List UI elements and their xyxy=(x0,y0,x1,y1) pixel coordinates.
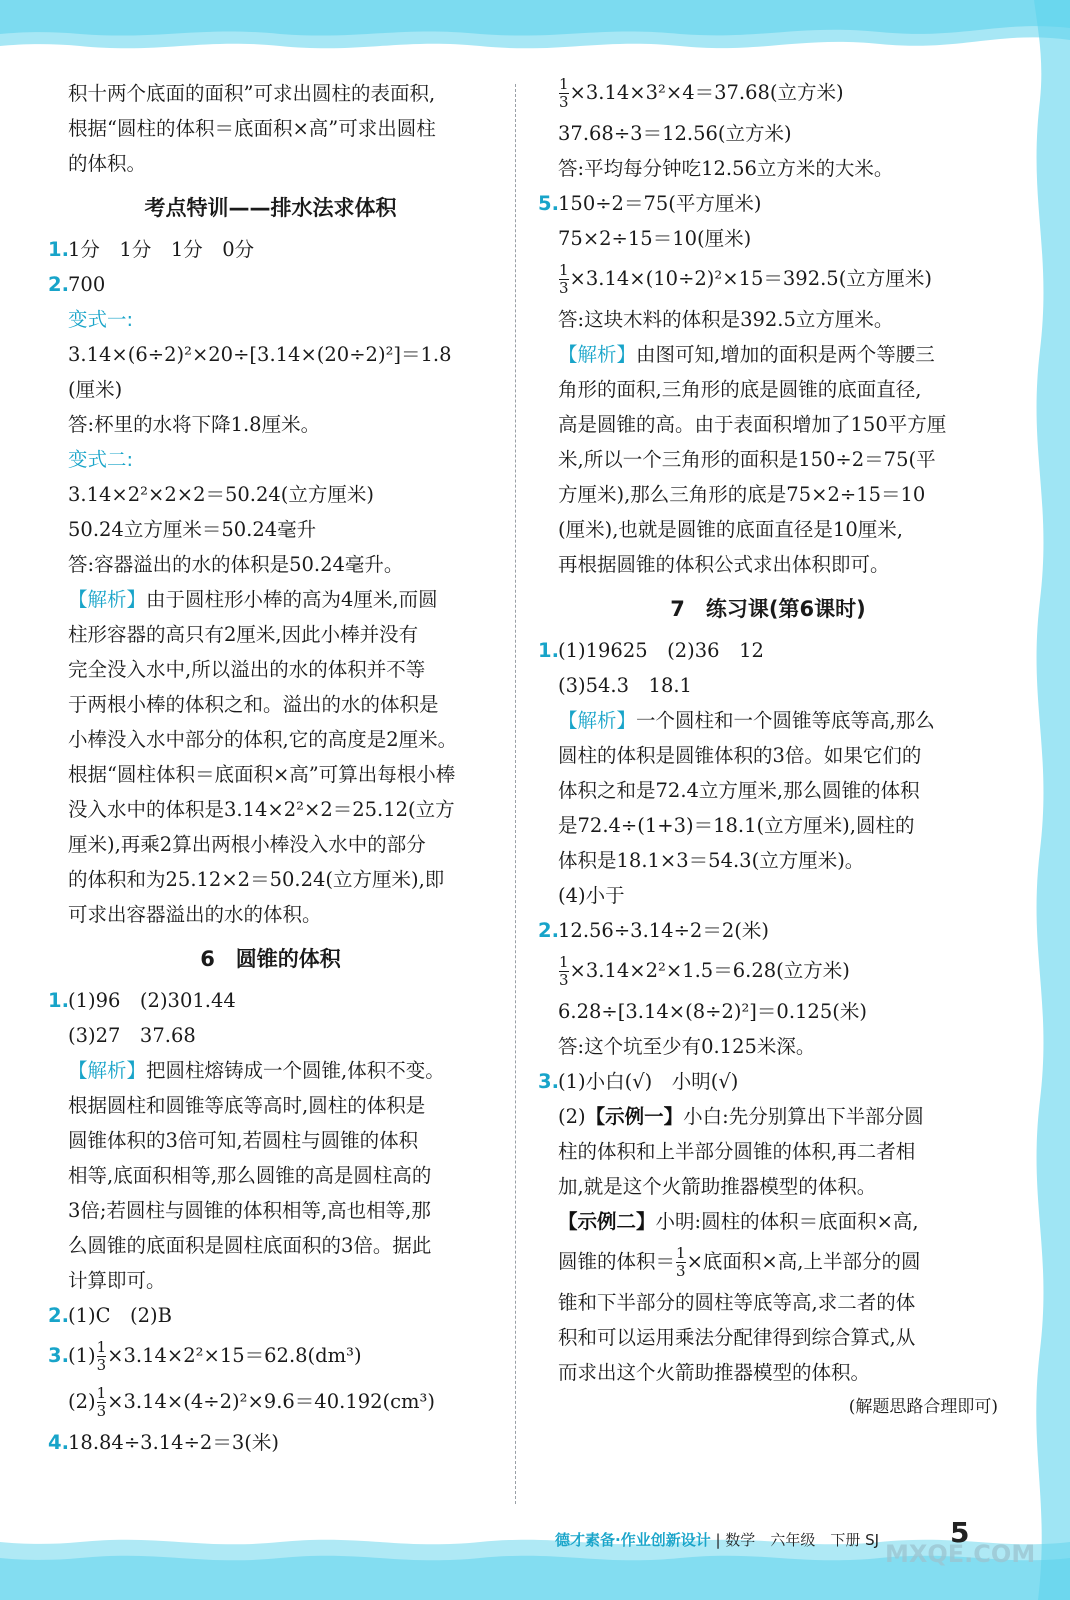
footer-series: 德才素备·作业创新设计 | 数学 六年级 下册 SJ xyxy=(555,1531,880,1549)
analysis-2-body xyxy=(48,1088,493,1298)
text-line: 3倍;若圆柱与圆锥的体积相等,高也相等,那 xyxy=(68,1199,431,1222)
cone-answer-1b: (3)27 37.68 xyxy=(68,1024,196,1047)
text-line: (厘米),也就是圆锥的底面直径是10厘米, xyxy=(558,518,903,541)
variant-1-body xyxy=(48,337,493,442)
example-2-body xyxy=(538,1285,998,1390)
text-line: 3.14×2²×2×2＝50.24(立方厘米) xyxy=(68,483,375,506)
practice-answer-3: 3.(1)小白(√) 小明(√) xyxy=(538,1070,739,1093)
text-line: 50.24立方厘米＝50.24毫升 xyxy=(68,518,317,541)
text-line: 体积是18.1×3＝54.3(立方厘米)。 xyxy=(558,849,865,872)
right-wave-border xyxy=(998,0,1070,1600)
text-line: 的体积和为25.12×2＝50.24(立方厘米),即 xyxy=(68,868,445,891)
column-divider xyxy=(515,84,516,1504)
text-line: 圆柱的体积是圆锥体积的3倍。如果它们的 xyxy=(558,744,922,767)
text-line: 再根据圆锥的体积公式求出体积即可。 xyxy=(558,553,890,576)
left-column xyxy=(48,76,493,1460)
variant-2-label: 变式二: xyxy=(68,448,134,471)
practice-answer-1: 1.(1)19625 (2)36 12 xyxy=(538,639,764,662)
analysis-2-first: 【解析】把圆柱熔铸成一个圆锥,体积不变。 xyxy=(68,1059,445,1082)
fraction-one-third: $\frac{1}{3}$ xyxy=(96,1338,107,1374)
practice-answer-2-body xyxy=(538,994,998,1064)
text-line: 答:平均每分钟吃12.56立方米的大米。 xyxy=(558,157,894,180)
fraction-one-third: $\frac{1}{3}$ xyxy=(559,953,569,989)
example-2-first: 【示例二】小明:圆柱的体积＝底面积×高, xyxy=(558,1210,919,1233)
watermark: MXQE.COM xyxy=(885,1540,1036,1568)
analysis-1-body xyxy=(48,617,493,932)
analysis-4-body xyxy=(538,738,998,878)
text-line: 积和可以运用乘法分配律得到综合算式,从 xyxy=(558,1326,916,1349)
text-line: 根据圆柱和圆锥等底等高时,圆柱的体积是 xyxy=(68,1094,426,1117)
text-line: 锥和下半部分的圆柱等底等高,求二者的体 xyxy=(558,1291,916,1314)
text-line: 么圆锥的底面积是圆柱底面积的3倍。据此 xyxy=(68,1234,432,1257)
example-1-first: (2)【示例一】小白:先分别算出下半部分圆 xyxy=(558,1105,924,1128)
text-line: 米,所以一个三角形的面积是150÷2＝75(平 xyxy=(558,448,936,471)
practice-answer-2: 2.12.56÷3.14÷2＝2(米) xyxy=(538,919,769,942)
cone-answer-3a: 3.(1) $\frac{1}{3}$ ×3.14×2²×15＝62.8(dm³) xyxy=(48,1338,362,1374)
analysis-1-first: 【解析】由于圆柱形小棒的高为4厘米,而圆 xyxy=(68,588,438,611)
practice-answer-1c: (4)小于 xyxy=(558,884,625,907)
fraction-one-third: $\frac{1}{3}$ xyxy=(96,1384,107,1420)
text-line: 没入水中的体积是3.14×2²×2＝25.12(立方 xyxy=(68,798,455,821)
text-line: 完全没入水中,所以溢出的水的体积并不等 xyxy=(68,658,426,681)
text-line: 的体积。 xyxy=(68,152,147,175)
text-line: 方厘米),那么三角形的底是75×2÷15＝10 xyxy=(558,483,926,506)
answer-2: 2.700 xyxy=(48,273,106,296)
page-number: 5 xyxy=(950,1516,970,1549)
text-line: 而求出这个火箭助推器模型的体积。 xyxy=(558,1361,871,1384)
text-line: 加,就是这个火箭助推器模型的体积。 xyxy=(558,1175,877,1198)
cone-answer-4: 4.18.84÷3.14÷2＝3(米) xyxy=(48,1431,279,1454)
section-title-cone-volume: 6 圆锥的体积 xyxy=(200,947,341,971)
fraction-one-third: $\frac{1}{3}$ xyxy=(559,261,569,297)
text-line: 答:这个坑至少有0.125米深。 xyxy=(558,1035,816,1058)
text-line: 37.68÷3＝12.56(立方米) xyxy=(558,122,792,145)
text-line: 角形的面积,三角形的底是圆锥的底面直径, xyxy=(558,378,922,401)
text-line: 积十两个底面的面积”可求出圆柱的表面积, xyxy=(68,82,436,105)
example-1-body xyxy=(538,1134,998,1204)
section-title-drainage: 考点特训——排水法求体积 xyxy=(144,196,397,220)
top-wave-border xyxy=(0,0,1070,62)
text-line: (厘米) xyxy=(68,378,123,401)
text-line: 是72.4÷(1+3)＝18.1(立方厘米),圆柱的 xyxy=(558,814,915,837)
variant-2-body xyxy=(48,477,493,582)
analysis-4-first: 【解析】一个圆柱和一个圆锥等底等高,那么 xyxy=(558,709,935,732)
right-column xyxy=(538,76,998,1425)
answer-5-formula: $\frac{1}{3}$ ×3.14×(10÷2)²×15＝392.5(立方厘米) xyxy=(559,261,932,297)
text-line: 相等,底面积相等,那么圆锥的高是圆柱高的 xyxy=(68,1164,432,1187)
answer-1: 1.1分 1分 1分 0分 xyxy=(48,238,255,261)
text-line: 根据“圆柱的体积＝底面积×高”可求出圆柱 xyxy=(68,117,436,140)
analysis-3-body xyxy=(538,372,998,582)
r-top-formula: $\frac{1}{3}$ ×3.14×3²×4＝37.68(立方米) xyxy=(559,75,844,111)
text-line: 柱的体积和上半部分圆锥的体积,再二者相 xyxy=(558,1140,916,1163)
section-title-practice: 7 练习课(第6课时) xyxy=(670,597,866,621)
text-line: 体积之和是72.4立方厘米,那么圆锥的体积 xyxy=(558,779,920,802)
analysis-3-first: 【解析】由图可知,增加的面积是两个等腰三 xyxy=(558,343,935,366)
practice-answer-2-formula: $\frac{1}{3}$ ×3.14×2²×1.5＝6.28(立方米) xyxy=(559,953,850,989)
example-2-formula: 圆锥的体积＝ $\frac{1}{3}$ ×底面积×高,上半部分的圆 xyxy=(558,1244,921,1280)
variant-1-label: 变式一: xyxy=(68,308,134,331)
r-top-body xyxy=(538,116,998,186)
text-line: 答:杯里的水将下降1.8厘米。 xyxy=(68,413,321,436)
fraction-one-third: $\frac{1}{3}$ xyxy=(676,1244,686,1280)
fraction-one-third: $\frac{1}{3}$ xyxy=(559,75,569,111)
text-line: 可求出容器溢出的水的体积。 xyxy=(68,903,322,926)
cone-answer-3b: (2) $\frac{1}{3}$ ×3.14×(4÷2)²×9.6＝40.192(cm³) xyxy=(68,1384,435,1420)
text-line: 高是圆锥的高。由于表面积增加了150平方厘 xyxy=(558,413,947,436)
text-line: 3.14×(6÷2)²×20÷[3.14×(20÷2)²]＝1.8 xyxy=(68,343,452,366)
practice-answer-1b: (3)54.3 18.1 xyxy=(558,674,692,697)
text-line: 答:容器溢出的水的体积是50.24毫升。 xyxy=(68,553,404,576)
text-line: 6.28÷[3.14×(8÷2)²]＝0.125(米) xyxy=(558,1000,867,1023)
approach-note: (解题思路合理即可) xyxy=(848,1397,998,1417)
cone-answer-2: 2.(1)C (2)B xyxy=(48,1304,172,1327)
answer-5: 5.150÷2＝75(平方厘米) xyxy=(538,192,762,215)
text-line: 圆锥体积的3倍可知,若圆柱与圆锥的体积 xyxy=(68,1129,419,1152)
answer-5-final: 答:这块木料的体积是392.5立方厘米。 xyxy=(558,308,894,331)
answer-5b: 75×2÷15＝10(厘米) xyxy=(558,227,752,250)
text-line: 小棒没入水中部分的体积,它的高度是2厘米。 xyxy=(68,728,458,751)
text-line: 于两根小棒的体积之和。溢出的水的体积是 xyxy=(68,693,439,716)
cone-answer-1: 1.(1)96 (2)301.44 xyxy=(48,989,236,1012)
text-line: 厘米),再乘2算出两根小棒没入水中的部分 xyxy=(68,833,426,856)
text-line: 柱形容器的高只有2厘米,因此小棒并没有 xyxy=(68,623,419,646)
intro-text xyxy=(48,76,493,181)
text-line: 根据“圆柱体积＝底面积×高”可算出每根小棒 xyxy=(68,763,456,786)
text-line: 计算即可。 xyxy=(68,1269,166,1292)
